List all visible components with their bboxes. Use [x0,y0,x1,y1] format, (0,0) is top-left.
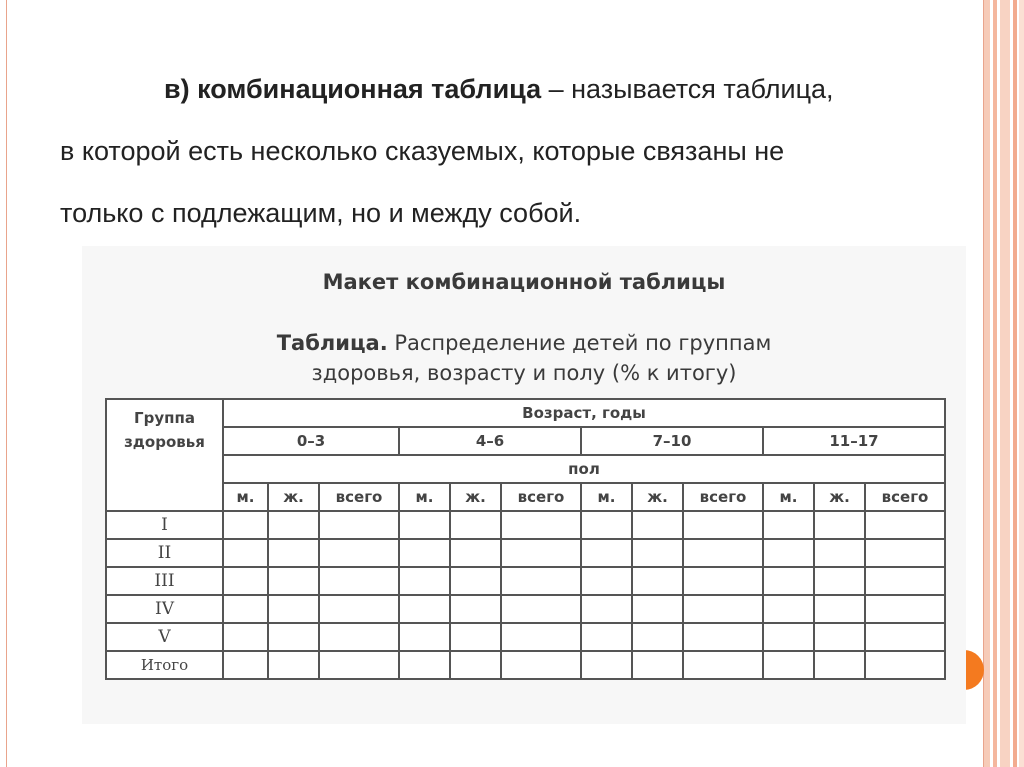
empty-cell [319,511,399,539]
subcolumn-header: всего [319,483,399,511]
age-group-header: 11–17 [763,427,945,455]
empty-cell [501,567,581,595]
empty-cell [814,567,865,595]
empty-cell [865,651,945,679]
empty-cell [223,567,268,595]
empty-cell [268,567,319,595]
empty-cell [814,595,865,623]
paragraph-line-1 [60,58,940,120]
empty-cell [763,651,814,679]
term-definition-start: – называется таблица, [541,74,834,104]
empty-cell [632,623,683,651]
empty-cell [450,623,501,651]
empty-cell [683,623,763,651]
header-row-age [106,399,945,427]
empty-cell [399,567,450,595]
row-label: V [106,623,223,651]
empty-cell [450,651,501,679]
age-group-header: 0–3 [223,427,399,455]
caption-text-1: Распределение детей по группам [387,331,772,355]
stripe [984,0,990,767]
subcolumn-header: всего [683,483,763,511]
subcolumn-header: ж. [814,483,865,511]
empty-cell [632,539,683,567]
empty-cell [450,511,501,539]
empty-cell [268,623,319,651]
empty-cell [501,595,581,623]
empty-cell [223,539,268,567]
empty-cell [814,651,865,679]
empty-cell [763,511,814,539]
table-row [106,511,945,539]
age-header: Возраст, годы [223,399,945,427]
row-label: I [106,511,223,539]
empty-cell [399,511,450,539]
empty-cell [501,511,581,539]
empty-cell [501,651,581,679]
empty-cell [763,567,814,595]
subcolumn-header: всего [865,483,945,511]
definition-paragraph [60,58,940,244]
empty-cell [632,567,683,595]
empty-cell [683,651,763,679]
figure-caption [82,328,966,388]
combination-table-layout [105,398,946,680]
stripe [1013,0,1017,767]
empty-cell [632,651,683,679]
age-group-header: 7–10 [581,427,763,455]
stripe [993,0,997,767]
sex-header: пол [223,455,945,483]
empty-cell [581,511,632,539]
empty-cell [581,595,632,623]
empty-cell [319,595,399,623]
empty-cell [683,567,763,595]
caption-label: Таблица. [276,331,388,355]
empty-cell [581,539,632,567]
empty-cell [501,539,581,567]
term-bold: в) комбинационная таблица [164,74,542,104]
stub-header-line-2: здоровья [124,433,205,451]
empty-cell [581,651,632,679]
table-row [106,539,945,567]
empty-cell [865,539,945,567]
subcolumn-header: ж. [268,483,319,511]
table-row [106,595,945,623]
decorative-side-stripes [984,0,1024,767]
header-row-age-groups [106,427,945,455]
paragraph-line-2: в которой есть несколько сказуемых, которые связаны не [60,136,785,166]
empty-cell [319,651,399,679]
empty-cell [683,511,763,539]
subcolumn-header: м. [399,483,450,511]
empty-cell [865,567,945,595]
subcolumn-header: ж. [632,483,683,511]
empty-cell [501,623,581,651]
empty-cell [450,595,501,623]
table-row [106,623,945,651]
empty-cell [399,595,450,623]
empty-cell [268,595,319,623]
stub-header-line-1: Группа [134,409,195,427]
caption-text-2: здоровья, возрасту и полу (% к итогу) [311,361,737,385]
paragraph-line-3: только с подлежащим, но и между собой. [60,198,582,228]
empty-cell [399,651,450,679]
empty-cell [223,511,268,539]
empty-cell [763,595,814,623]
empty-cell [319,623,399,651]
empty-cell [632,595,683,623]
stripe [1000,0,1010,767]
subcolumn-header: всего [501,483,581,511]
header-row-subcolumns [106,483,945,511]
empty-cell [763,623,814,651]
empty-cell [865,511,945,539]
empty-cell [763,539,814,567]
empty-cell [319,539,399,567]
empty-cell [223,595,268,623]
row-label: Итого [106,651,223,679]
empty-cell [581,623,632,651]
row-label: II [106,539,223,567]
empty-cell [683,595,763,623]
row-label: III [106,567,223,595]
table-row [106,567,945,595]
empty-cell [814,623,865,651]
stripe [1019,0,1024,767]
empty-cell [268,651,319,679]
empty-cell [399,623,450,651]
subcolumn-header: м. [223,483,268,511]
empty-cell [865,623,945,651]
empty-cell [223,623,268,651]
row-label: IV [106,595,223,623]
age-group-header: 4–6 [399,427,581,455]
figure-title: Макет комбинационной таблицы [322,270,726,294]
empty-cell [814,511,865,539]
subcolumn-header: м. [581,483,632,511]
empty-cell [632,511,683,539]
stub-header [106,399,223,511]
header-row-sex [106,455,945,483]
subcolumn-header: ж. [450,483,501,511]
empty-cell [450,539,501,567]
empty-cell [581,567,632,595]
empty-cell [683,539,763,567]
empty-cell [268,539,319,567]
empty-cell [223,651,268,679]
empty-cell [268,511,319,539]
empty-cell [865,595,945,623]
empty-cell [399,539,450,567]
subcolumn-header: м. [763,483,814,511]
table-row [106,651,945,679]
empty-cell [814,539,865,567]
empty-cell [450,567,501,595]
empty-cell [319,567,399,595]
